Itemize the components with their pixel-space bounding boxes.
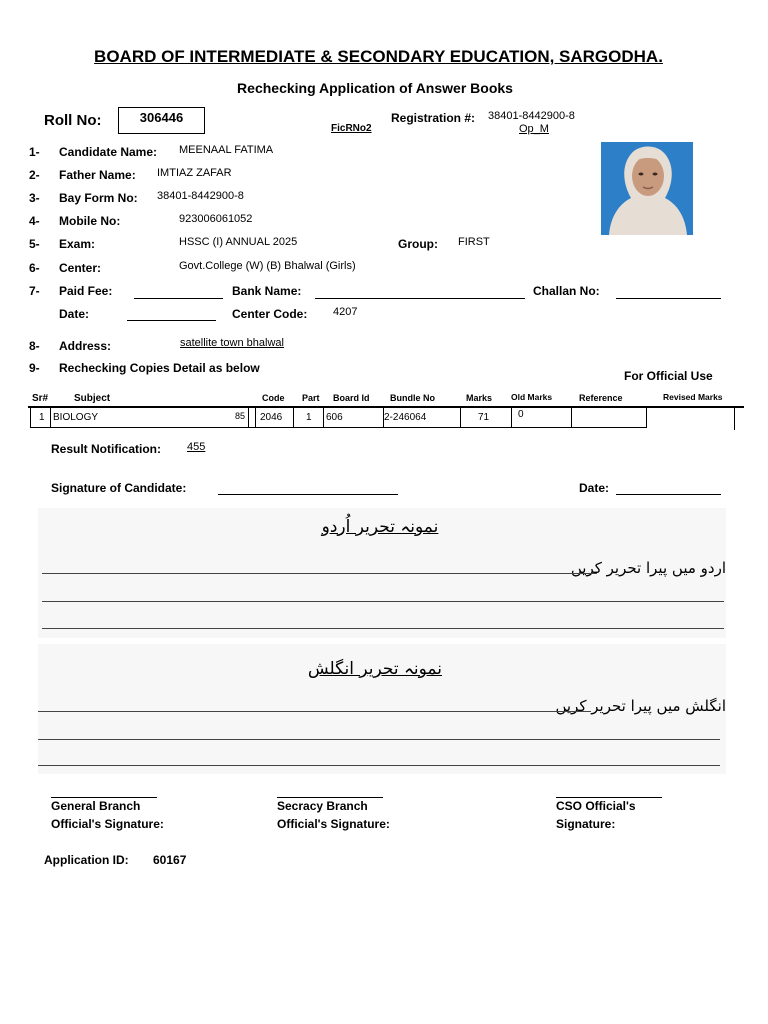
field-num-8: 8- [29,339,40,353]
urdu-sample-instruction: اردو میں پیرا تحریر کریں [570,559,726,577]
result-notification-value: 455 [187,441,206,453]
registration-label: Registration #: [391,111,476,125]
urdu-writing-line-1 [42,573,597,574]
urdu-writing-line-3 [42,628,724,629]
paid-fee-label: Paid Fee: [59,284,113,298]
field-num-6: 6- [29,261,40,275]
center-value: Govt.College (W) (B) Bhalwal (Girls) [179,260,356,272]
cell-subject: BIOLOGY [53,412,99,423]
col-header-marks: Marks [466,393,493,403]
father-name-label: Father Name: [59,168,136,182]
fic-roll-number: FicRNo2 [331,123,372,134]
group-value: FIRST [458,236,490,248]
table-header-rule [28,406,744,408]
col-header-reference: Reference [579,393,623,403]
copies-label: Rechecking Copies Detail as below [59,361,260,375]
candidate-signature-line [218,494,398,495]
cso-official-label: CSO Official's [556,799,636,813]
urdu-sample-title: نمونہ تحریر اُردو [321,517,439,537]
col-header-board-id: Board Id [333,393,370,403]
secracy-branch-label: Secracy Branch [277,799,368,813]
bank-name-line [315,298,525,299]
secracy-branch-sign-line [277,797,383,798]
center-code-value: 4207 [333,306,358,318]
challan-line [616,298,721,299]
roll-number: 306446 [139,110,184,125]
col-header-part: Part [302,393,320,403]
field-num-2: 2- [29,168,40,182]
cell-board-id: 606 [326,412,343,423]
application-id-value: 60167 [153,853,187,867]
exam-label: Exam: [59,237,96,251]
col-divider-end [646,408,647,427]
urdu-writing-line-2 [42,601,724,602]
bay-form-label: Bay Form No: [59,191,138,205]
col-header-old-marks: Old Marks [511,392,553,402]
address-value: satellite town bhalwal [180,337,284,349]
general-branch-label: General Branch [51,799,141,813]
date-line [127,320,216,321]
registration-number: 38401-8442900-8 [488,110,575,122]
mobile-label: Mobile No: [59,214,121,228]
field-num-7: 7- [29,284,40,298]
bay-form-value: 38401-8442900-8 [157,190,244,202]
center-code-label: Center Code: [232,307,308,321]
col-divider-code [248,408,249,427]
secracy-branch-signature-label: Official's Signature: [277,817,390,831]
father-name-value: IMTIAZ ZAFAR [157,167,232,179]
signature-date-label: Date: [579,481,610,495]
date-label: Date: [59,307,90,321]
col-divider-bundle [323,408,324,427]
col-header-subject: Subject [74,393,111,404]
english-writing-line-1 [38,711,591,712]
table-row-bottom-rule [30,427,647,428]
form-subtitle: Rechecking Application of Answer Books [237,80,513,96]
candidate-signature-label: Signature of Candidate: [51,481,187,495]
col-divider-boardid [293,408,294,427]
op-code: Op_M [519,123,549,135]
application-id-label: Application ID: [44,853,129,867]
english-writing-line-2 [38,739,720,740]
col-header-sr: Sr# [32,393,49,404]
cell-sr: 1 [39,412,45,423]
field-num-1: 1- [29,145,40,159]
candidate-name-value: MEENAAL FATIMA [179,144,274,156]
board-title: BOARD OF INTERMEDIATE & SECONDARY EDUCATION, SARGODHA. [94,47,663,66]
col-divider-reference [511,408,512,427]
field-num-9: 9- [29,361,40,375]
col-divider-revised [571,408,572,427]
col-divider-subject [50,408,51,427]
cso-signature-label: Signature: [556,817,616,831]
address-label: Address: [59,339,112,353]
col-header-code: Code [262,393,285,403]
col-header-bundle-no: Bundle No [390,393,435,403]
group-label: Group: [398,237,438,251]
paid-fee-line [134,298,223,299]
candidate-name-label: Candidate Name: [59,145,158,159]
cell-subject-num: 85 [235,411,246,421]
mobile-value: 923006061052 [179,213,253,225]
signature-date-line [616,494,721,495]
english-sample-title: نمونہ تحریر انگلش [307,659,442,679]
cell-part: 1 [306,412,312,423]
bank-name-label: Bank Name: [232,284,302,298]
field-num-4: 4- [29,214,40,228]
cell-code: 2046 [260,412,283,423]
general-branch-signature-label: Official's Signature: [51,817,164,831]
official-use-label: For Official Use [624,369,713,383]
col-divider-part [255,408,256,427]
english-writing-line-3 [38,765,720,766]
cso-sign-line [556,797,662,798]
field-num-5: 5- [29,237,40,251]
exam-value: HSSC (I) ANNUAL 2025 [179,236,298,248]
candidate-photo [601,142,693,235]
roll-label: Roll No: [44,112,102,129]
result-notification-label: Result Notification: [51,442,161,456]
cell-old-marks: 0 [518,409,524,420]
col-divider-oldmarks [460,408,461,427]
col-divider-right [734,408,735,430]
field-num-3: 3- [29,191,40,205]
general-branch-sign-line [51,797,157,798]
col-header-revised-marks: Revised Marks [663,392,723,402]
cell-marks: 71 [478,412,490,423]
cell-bundle-no: 2-246064 [384,412,427,423]
col-divider-start [30,408,31,427]
english-sample-instruction: انگلش میں پیرا تحریر کریں [555,697,726,715]
challan-label: Challan No: [533,284,600,298]
center-label: Center: [59,261,102,275]
